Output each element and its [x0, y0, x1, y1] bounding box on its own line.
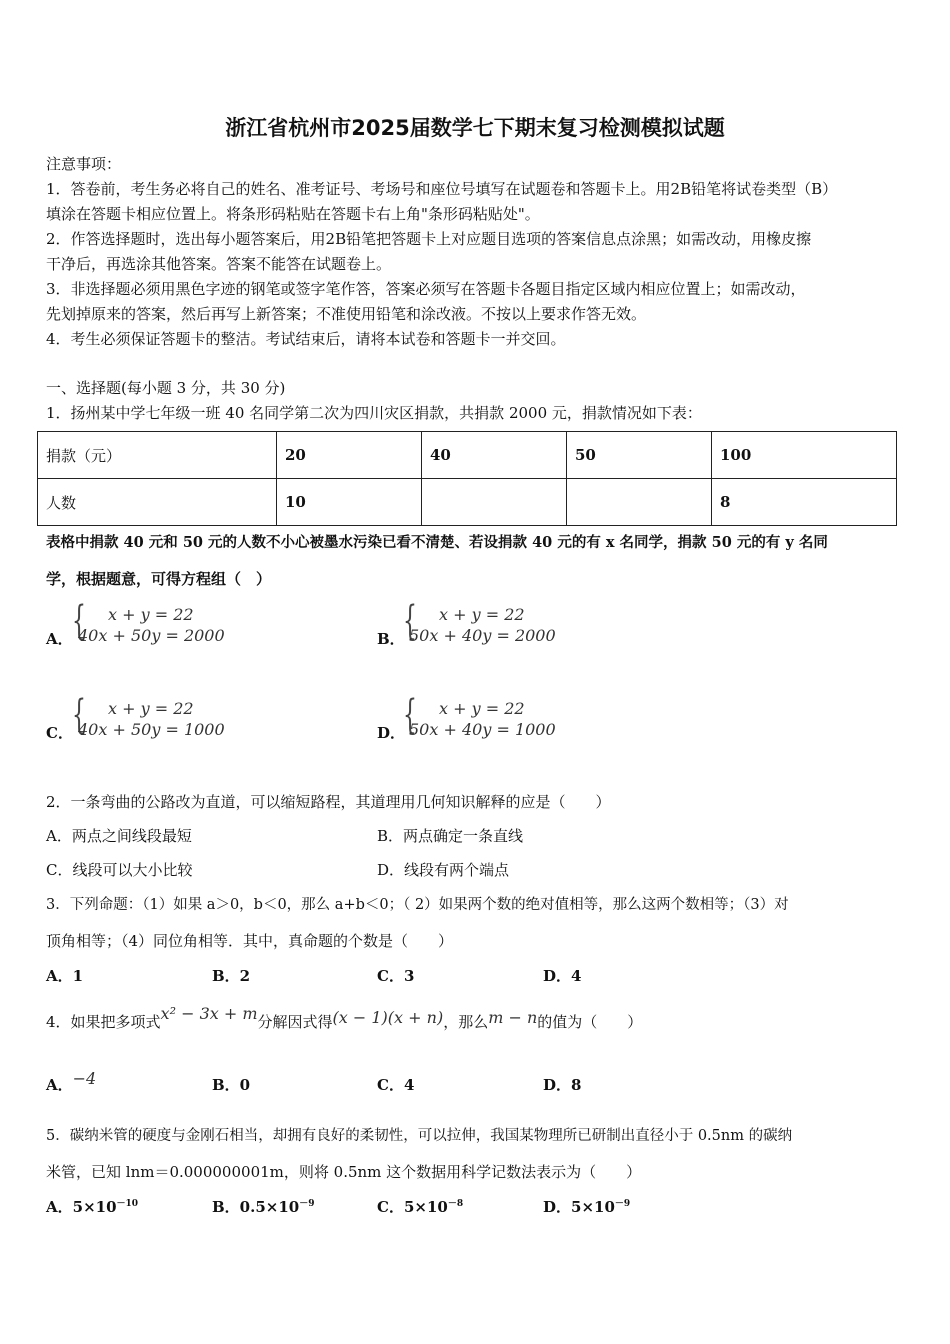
- equation-system-d: { x + y = 22 50x + 40y = 1000: [403, 692, 556, 739]
- notice-heading: 注意事项：: [46, 155, 122, 173]
- table-cell: 50: [567, 432, 712, 479]
- notice-line: 干净后，再选涂其他答案。答案不能答在试题卷上。: [46, 255, 392, 273]
- table-row: [38, 432, 897, 479]
- q5-stem: 5．碳纳米管的硬度与金刚石相当，却拥有良好的柔韧性，可以拉伸，我国某物理所已研制出直径小于 0.5nm 的碳纳: [46, 1128, 793, 1144]
- q4-stem: 4．如果把多项式x² − 3x + m分解因式得(x − 1)(x + n)，那么m − n的值为（ ）: [46, 1004, 643, 1031]
- table-cell: 捐款（元）: [38, 432, 277, 479]
- notice-line: 3．非选择题必须用黑色字迹的钢笔或签字笔作答，答案必须写在答题卡各题目指定区域内相应位置上；如需改动，: [46, 280, 806, 298]
- q3-option-d: D．4: [543, 967, 582, 985]
- q4-option-b: B．0: [212, 1076, 251, 1094]
- q2-option-a: A．两点之间线段最短: [46, 827, 192, 845]
- q1-description: 学，根据题意，可得方程组（ ）: [46, 570, 272, 588]
- notice-line: 填涂在答题卡相应位置上。将条形码粘贴在答题卡右上角"条形码粘贴处"。: [46, 205, 540, 223]
- table-cell: 8: [712, 479, 897, 526]
- equation-system-c: { x + y = 22 40x + 50y = 1000: [72, 692, 225, 739]
- table-cell: 人数: [38, 479, 277, 526]
- table-cell: [422, 479, 567, 526]
- q5-option-c: C．$5\times 10^{-8}$: [377, 1198, 464, 1216]
- page-title: 浙江省杭州市2025届数学七下期末复习检测模拟试题: [225, 116, 725, 140]
- brace-icon: {: [72, 598, 86, 644]
- q4-factored: (x − 1)(x + n): [332, 1008, 444, 1027]
- q3-option-a: A．1: [46, 967, 84, 985]
- q4-option-d: D．8: [543, 1076, 582, 1094]
- q5-stem: 米管，已知 lnm＝0.000000001m，则将 0.5nm 这个数据用科学记数法表示为（ ）: [46, 1163, 642, 1181]
- q5-option-b: B．$0.5\times 10^{-9}$: [212, 1198, 315, 1216]
- notice-line: 1．答卷前，考生务必将自己的姓名、准考证号、考场号和座位号填写在试题卷和答题卡上。用2B铅笔将试卷类型（B）: [46, 180, 838, 198]
- section-heading: 一、选择题(每小题 3 分，共 30 分): [46, 379, 286, 397]
- option-label: C．: [46, 724, 73, 742]
- q3-stem: 顶角相等；（4）同位角相等．其中，真命题的个数是（ ）: [46, 932, 454, 950]
- q4-option-c: C．4: [377, 1076, 415, 1094]
- q3-option-c: C．3: [377, 967, 415, 985]
- equation-system-a: { x + y = 22 40x + 50y = 2000: [72, 598, 225, 645]
- table-cell: [567, 479, 712, 526]
- q5-option-d: D．$5\times 10^{-9}$: [543, 1198, 631, 1216]
- equation-system-b: { x + y = 22 50x + 40y = 2000: [403, 598, 556, 645]
- option-label: A．: [46, 630, 73, 648]
- notice-line: 先划掉原来的答案，然后再写上新答案；不准使用铅笔和涂改液。不按以上要求作答无效。: [46, 305, 647, 323]
- q5-option-a: A．$5\times 10^{-10}$: [46, 1198, 139, 1216]
- option-label: D．: [377, 724, 406, 742]
- brace-icon: {: [72, 692, 86, 738]
- q2-stem: 2．一条弯曲的公路改为直道，可以缩短路程，其道理用几何知识解释的应是（ ）: [46, 793, 611, 811]
- table-cell: 40: [422, 432, 567, 479]
- q4-option-a: A．−4: [46, 1069, 97, 1094]
- donation-table: [37, 431, 897, 526]
- table-row: [38, 479, 897, 526]
- table-cell: 100: [712, 432, 897, 479]
- notice-line: 2．作答选择题时，选出每小题答案后，用2B铅笔把答题卡上对应题目选项的答案信息点涂黑；如需改动，用橡皮擦: [46, 230, 812, 248]
- table-cell: 10: [277, 479, 422, 526]
- q2-option-c: C．线段可以大小比较: [46, 861, 193, 879]
- q3-option-b: B．2: [212, 967, 251, 985]
- table-cell: 20: [277, 432, 422, 479]
- q2-option-d: D．线段有两个端点: [377, 861, 510, 879]
- q2-option-b: B．两点确定一条直线: [377, 827, 524, 845]
- q4-expression: m − n: [488, 1008, 538, 1027]
- option-label: B．: [377, 630, 405, 648]
- q1-description: 表格中捐款 40 元和 50 元的人数不小心被墨水污染已看不清楚、若设捐款 40 元的有 x 名同学，捐款 50 元的有 y 名同: [46, 534, 828, 551]
- brace-icon: {: [403, 692, 417, 738]
- q4-polynomial: x² − 3x + m: [160, 1004, 258, 1023]
- notice-line: 4．考生必须保证答题卡的整洁。考试结束后，请将本试卷和答题卡一并交回。: [46, 330, 566, 348]
- brace-icon: {: [403, 598, 417, 644]
- q3-stem: 3．下列命题：（1）如果 a＞0，b＜0，那么 a+b＜0；（ 2）如果两个数的绝对值相等，那么这两个数相等；（3）对: [46, 897, 789, 913]
- q1-stem: 1．扬州某中学七年级一班 40 名同学第二次为四川灾区捐款，共捐款 2000 元，捐款情况如下表：: [46, 404, 702, 422]
